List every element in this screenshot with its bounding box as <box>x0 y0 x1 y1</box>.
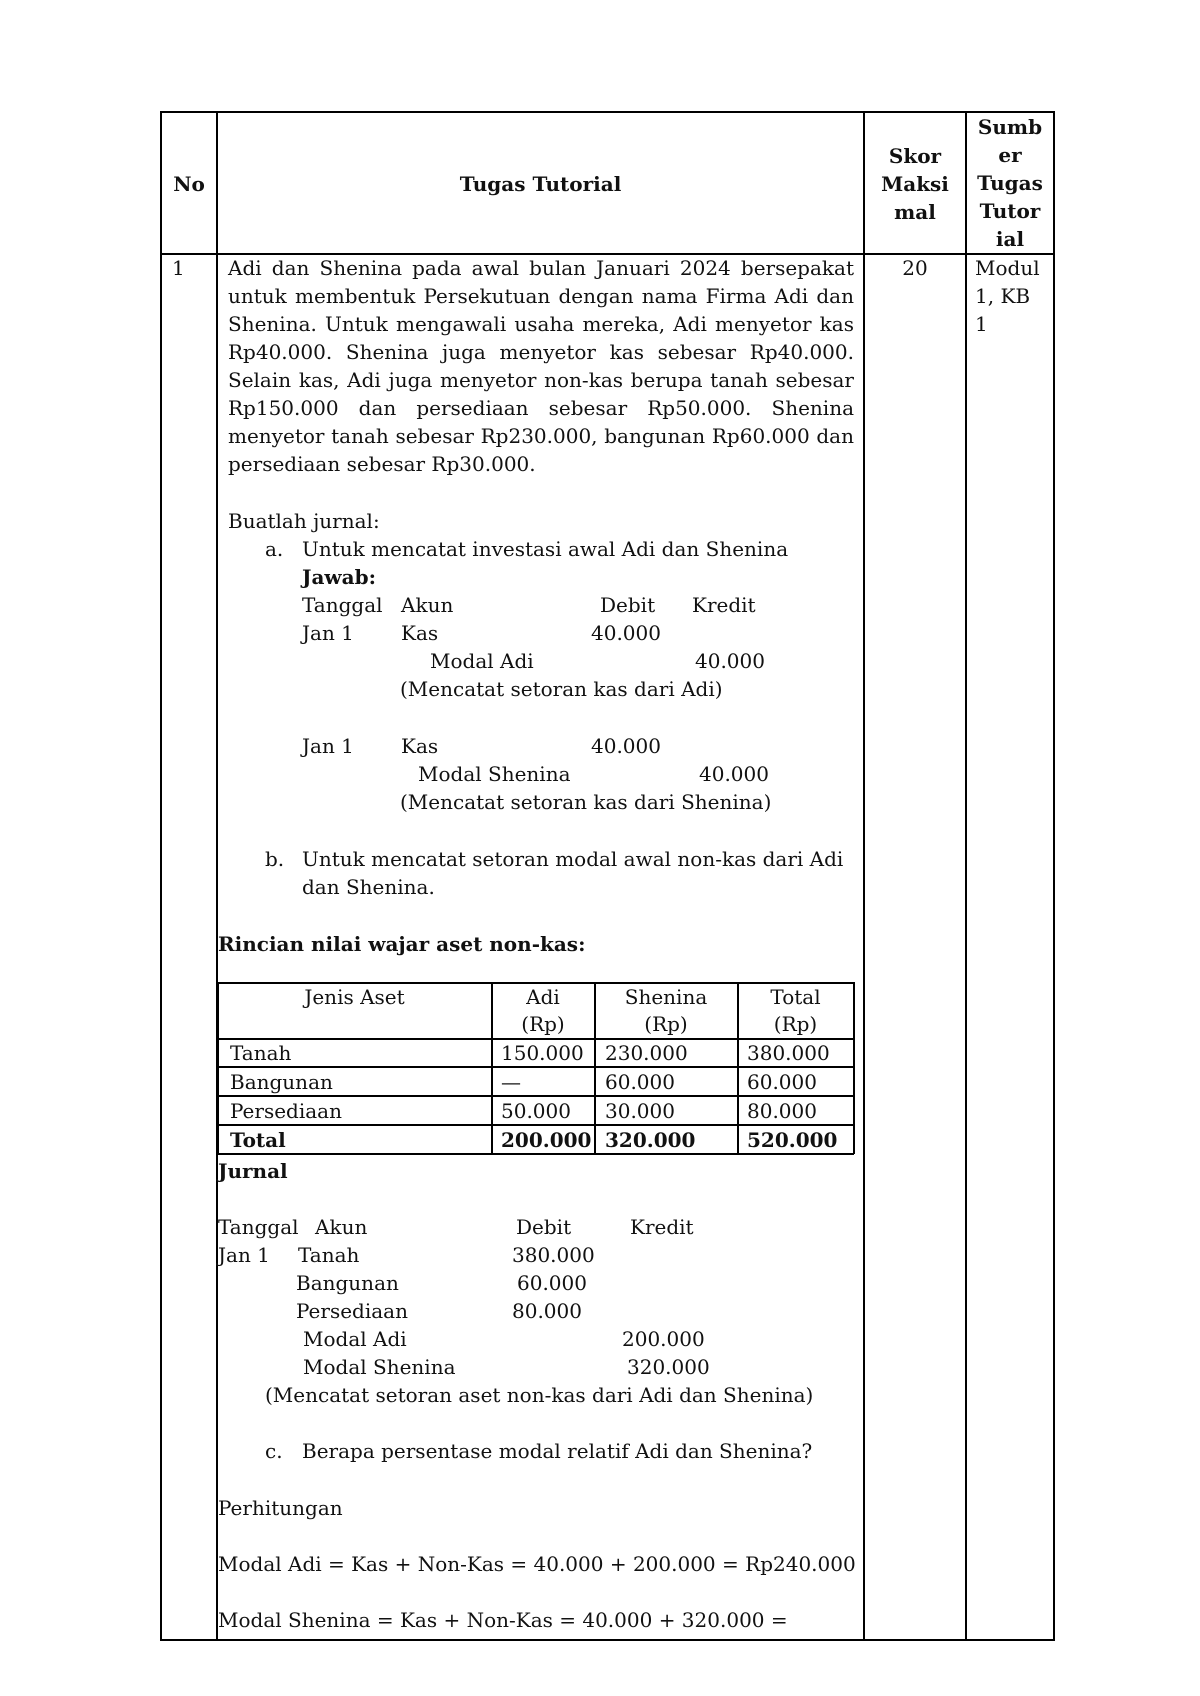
problem-line: Selain kas, Adi juga menyetor non-kas berupa tanah sebesar <box>228 368 854 392</box>
asset-row-shenina: 60.000 <box>605 1070 675 1094</box>
part-a-marker: a. <box>265 537 284 561</box>
row-sumber-line: Modul <box>975 256 1040 280</box>
jurnal-credit-amount: 200.000 <box>622 1327 705 1351</box>
problem-line: Shenina. Untuk mengawali usaha mereka, Adi menyetor kas <box>228 312 854 336</box>
table-col-divider-1 <box>216 111 218 1641</box>
journal-a1-debit-account: Kas <box>401 621 439 645</box>
header-sumber-line: Tutor <box>979 199 1041 223</box>
table-border-bottom <box>160 1639 1055 1641</box>
asset-total-shenina: 320.000 <box>605 1128 696 1152</box>
problem-line: untuk membentuk Persekutuan dengan nama Firma Adi dan <box>228 284 854 308</box>
row-sumber-line: 1 <box>975 312 988 336</box>
jurnal-note: (Mencatat setoran aset non-kas dari Adi dan Shenina) <box>265 1383 814 1407</box>
asset-row-adi: — <box>501 1070 521 1094</box>
part-a-question: Untuk mencatat investasi awal Adi dan Shenina <box>302 537 789 561</box>
asset-header-shenina: Shenina <box>624 985 708 1009</box>
jurnal-debit-amount: 80.000 <box>512 1299 582 1323</box>
asset-total-label: Total <box>230 1128 286 1152</box>
journal-a2-credit-amount: 40.000 <box>699 762 769 786</box>
asset-total-total: 520.000 <box>747 1128 838 1152</box>
problem-line: Adi dan Shenina pada awal bulan Januari 2024 bersepakat <box>228 256 854 280</box>
part-b-question-line1: Untuk mencatat setoran modal awal non-kas dari Adi <box>302 847 844 871</box>
jurnal-col-tanggal: Tanggal <box>218 1215 299 1239</box>
journal-a2-note: (Mencatat setoran kas dari Shenina) <box>400 790 772 814</box>
asset-table-border <box>853 982 855 1154</box>
header-skor-line: Maksi <box>881 172 949 196</box>
asset-header-total-unit: (Rp) <box>773 1012 818 1036</box>
journal-a-col-kredit: Kredit <box>692 593 756 617</box>
asset-row-label: Bangunan <box>230 1070 333 1094</box>
table-border-top <box>160 111 1055 113</box>
journal-a2-credit-account: Modal Shenina <box>418 762 571 786</box>
jurnal-credit-account: Modal Adi <box>303 1327 407 1351</box>
problem-line: Rp40.000. Shenina juga menyetor kas sebesar Rp40.000. <box>228 340 854 364</box>
asset-header-jenis: Jenis Aset <box>304 985 405 1009</box>
problem-line: Rp150.000 dan persediaan sebesar Rp50.000. Shenina <box>228 396 854 420</box>
header-sumber-line: Sumb <box>977 115 1043 139</box>
asset-row-adi: 50.000 <box>501 1099 571 1123</box>
part-b-marker: b. <box>265 847 285 871</box>
row-sumber <box>975 254 1040 338</box>
problem-statement <box>228 254 854 478</box>
asset-row-total: 80.000 <box>747 1099 817 1123</box>
jurnal-debit-account: Bangunan <box>296 1271 399 1295</box>
table-border-right <box>1053 111 1055 1641</box>
jurnal-credit-account: Modal Shenina <box>303 1355 456 1379</box>
journal-a1-credit-amount: 40.000 <box>695 649 765 673</box>
journal-a2-debit-account: Kas <box>401 734 439 758</box>
jurnal-debit-amount: 60.000 <box>517 1271 587 1295</box>
jurnal-date: Jan 1 <box>218 1243 270 1267</box>
calc-modal-shenina: Modal Shenina = Kas + Non-Kas = 40.000 + 320.000 = <box>218 1608 788 1632</box>
asset-header-shenina-unit: (Rp) <box>644 1012 688 1036</box>
jurnal-debit-account: Tanah <box>298 1243 360 1267</box>
table-col-divider-2 <box>863 111 865 1641</box>
part-b-question-line2: dan Shenina. <box>302 875 435 899</box>
asset-row-adi: 150.000 <box>501 1041 584 1065</box>
part-c-marker: c. <box>265 1439 283 1463</box>
journal-a2-date: Jan 1 <box>302 734 354 758</box>
jurnal-col-debit: Debit <box>516 1215 572 1239</box>
jurnal-col-kredit: Kredit <box>630 1215 694 1239</box>
instruction: Buatlah jurnal: <box>228 509 380 533</box>
row-sumber-line: 1, KB <box>975 284 1031 308</box>
jurnal-debit-account: Persediaan <box>296 1299 408 1323</box>
journal-a2-debit-amount: 40.000 <box>591 734 661 758</box>
asset-header-adi: Adi <box>526 985 560 1009</box>
header-tugas-tutorial: Tugas Tutorial <box>459 172 622 196</box>
table-col-divider-3 <box>965 111 967 1641</box>
rincian-title: Rincian nilai wajar aset non-kas: <box>218 932 586 956</box>
jurnal-title: Jurnal <box>218 1159 288 1183</box>
jurnal-debit-amount: 380.000 <box>512 1243 595 1267</box>
journal-a1-debit-amount: 40.000 <box>591 621 661 645</box>
problem-line: menyetor tanah sebesar Rp230.000, bangunan Rp60.000 dan <box>228 424 854 448</box>
header-skor-line: Skor <box>888 144 942 168</box>
header-sumber-line: ial <box>995 227 1025 251</box>
header-sumber-line: Tugas <box>977 171 1043 195</box>
table-border-left <box>160 111 162 1641</box>
asset-row-shenina: 230.000 <box>605 1041 688 1065</box>
row-number: 1 <box>172 256 185 280</box>
journal-a1-date: Jan 1 <box>302 621 354 645</box>
journal-a-col-debit: Debit <box>600 593 656 617</box>
header-sumber-line: er <box>998 143 1022 167</box>
part-c-question: Berapa persentase modal relatif Adi dan Shenina? <box>302 1439 813 1463</box>
asset-total-adi: 200.000 <box>501 1128 592 1152</box>
asset-row-label: Tanah <box>230 1041 292 1065</box>
row-skor: 20 <box>902 256 928 280</box>
jurnal-credit-amount: 320.000 <box>627 1355 710 1379</box>
journal-a1-credit-account: Modal Adi <box>430 649 534 673</box>
header-sumber-tugas <box>967 113 1053 253</box>
header-no: No <box>173 172 205 196</box>
asset-header-adi-unit: (Rp) <box>521 1012 565 1036</box>
asset-row-total: 60.000 <box>747 1070 817 1094</box>
asset-header-total: Total <box>770 985 821 1009</box>
asset-row-total: 380.000 <box>747 1041 830 1065</box>
jurnal-col-akun: Akun <box>315 1215 368 1239</box>
asset-row-label: Persediaan <box>230 1099 342 1123</box>
header-skor-maksimal <box>865 142 965 226</box>
journal-a-col-akun: Akun <box>401 593 454 617</box>
problem-line: persediaan sebesar Rp30.000. <box>228 452 536 476</box>
perhitungan-label: Perhitungan <box>218 1496 343 1520</box>
journal-a1-note: (Mencatat setoran kas dari Adi) <box>400 677 723 701</box>
header-skor-line: mal <box>894 200 936 224</box>
asset-row-shenina: 30.000 <box>605 1099 675 1123</box>
calc-modal-adi: Modal Adi = Kas + Non-Kas = 40.000 + 200.000 = Rp240.000 <box>218 1552 856 1576</box>
journal-a-col-tanggal: Tanggal <box>302 593 383 617</box>
jawab-label: Jawab: <box>302 565 376 589</box>
